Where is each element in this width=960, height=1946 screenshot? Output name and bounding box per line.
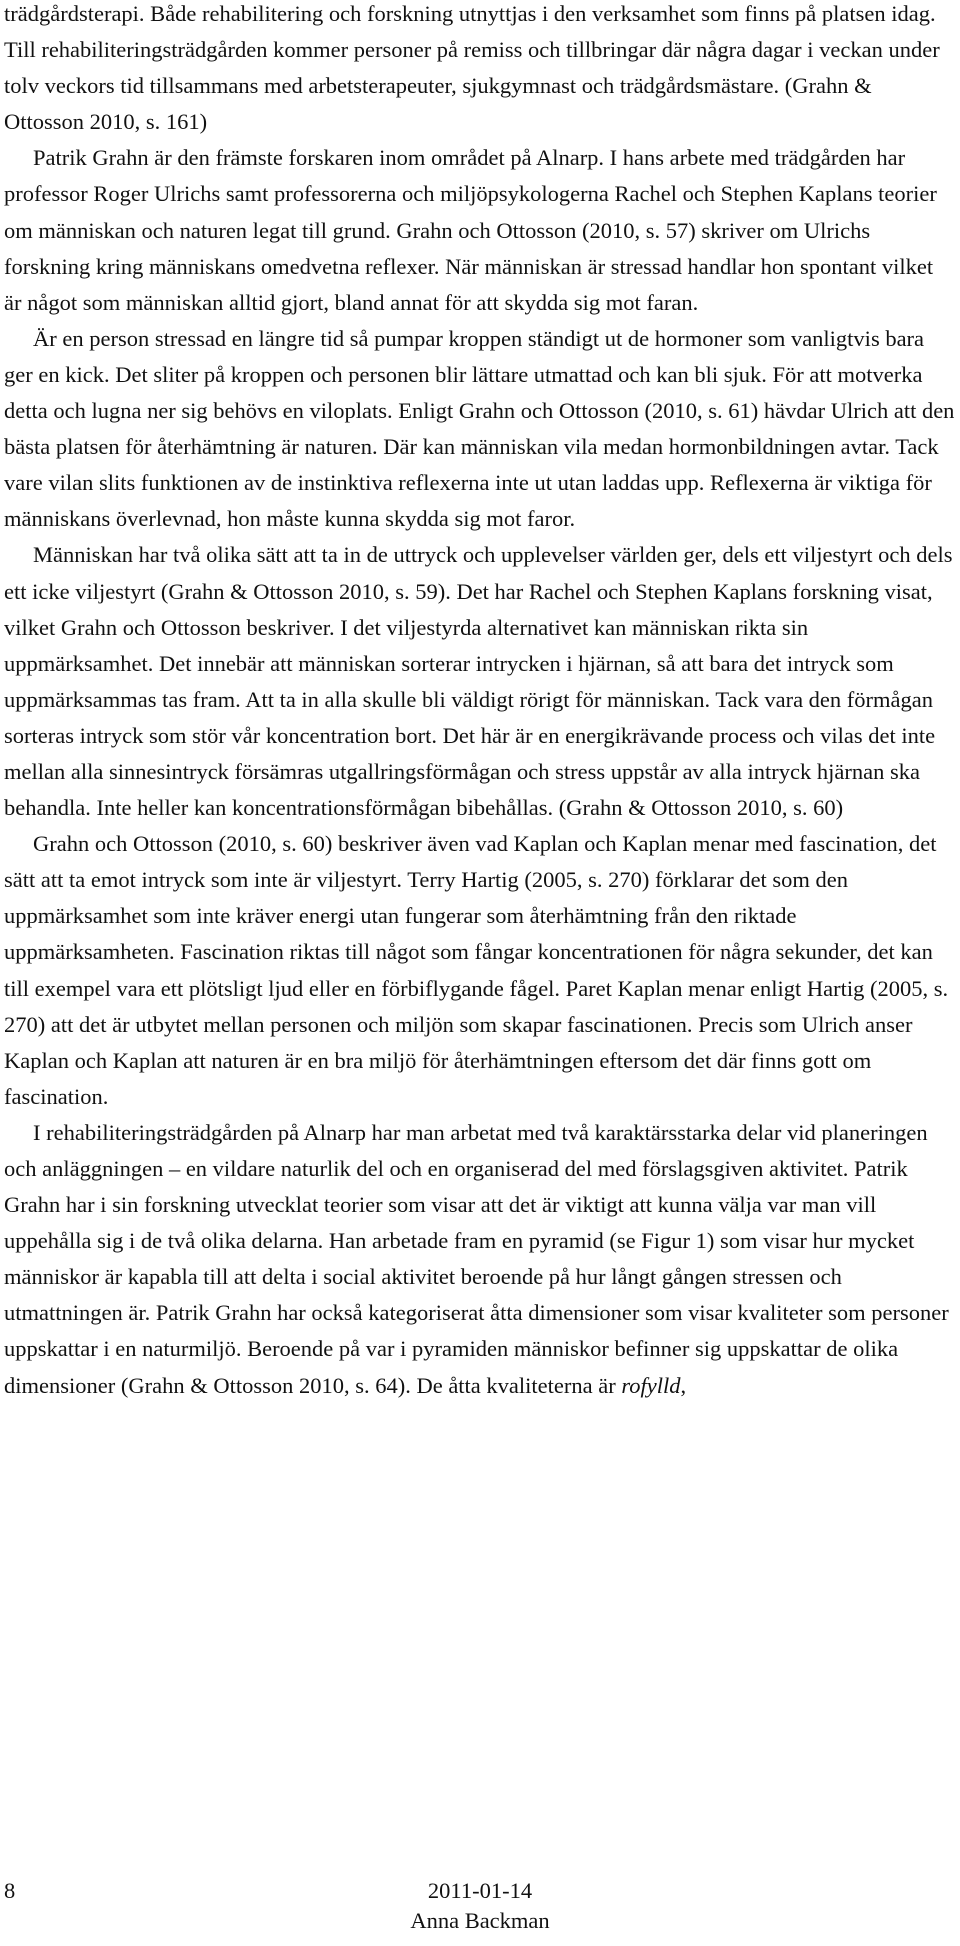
footer-center bbox=[0, 1876, 960, 1936]
paragraph bbox=[4, 1115, 956, 1404]
paragraph bbox=[4, 537, 956, 826]
paragraph bbox=[4, 826, 956, 1115]
paragraph-text: Människan har två olika sätt att ta in de uttryck och upplevelser världen ger, dels ett viljestyrt och dels ett icke viljestyrt (Grahn & Ottosson 2010, s. 59). Det har Rachel och Stephen Kaplans forskning visat, vilket Grahn och Ottosson beskriver. I det viljestyrda alternativet kan människan rikta sin uppmärksamhet. Det innebär att människan sorterar intrycken i hjärnan, så att bara det intryck som uppmärksammas tas fram. Att ta in alla skulle bli väldigt rörigt för människan. Tack vara den förmågan sorteras intryck som stör vår koncentration bort. Det här är en energikrävande process och vilas det inte mellan alla sinnesintryck försämras utgallringsförmågan och stress uppstår av alla intryck hjärnan ska behandla. Inte heller kan koncentrationsförmågan bibehållas. (Grahn & Ottosson 2010, s. 60) bbox=[4, 542, 953, 821]
page-number: 8 bbox=[4, 1878, 16, 1903]
paragraph-text: Patrik Grahn är den främste forskaren inom området på Alnarp. I hans arbete med trädgården har professor Roger Ulrichs samt professorerna och miljöpsykologerna Rachel och Stephen Kaplans teorier om människan och naturen legat till grund. Grahn och Ottosson (2010, s. 57) skriver om Ulrichs forskning kring människans omedvetna reflexer. När människan är stressad handlar hon spontant vilket är något som människan alltid gjort, bland annat för att skydda sig mot faran. bbox=[4, 145, 937, 315]
paragraph-text: , bbox=[680, 1372, 687, 1398]
paragraph bbox=[4, 140, 956, 320]
paragraph bbox=[4, 0, 956, 140]
paragraph-text: I rehabiliteringsträdgården på Alnarp har man arbetat med två karaktärsstarka delar vid planeringen och anläggningen – en vildare naturlik del och en organiserad del med förslagsgiven aktivitet. Patrik Grahn har i sin forskning utvecklat teorier som visar att det är viktigt att kunna välja var man vill uppehålla sig i de två olika delarna. Han arbetade fram en pyramid (se Figur 1) som visar hur mycket människor är kapabla till att delta i social aktivitet beroende på hur långt gången stressen och utmattningen är. Patrik Grahn har också kategoriserat åtta dimensioner som visar kvaliteter som personer uppskattar i en naturmiljö. Beroende på var i pyramiden människor befinner sig uppskattar de olika dimensioner (Grahn & Ottosson 2010, s. 64). De åtta kvaliteterna är bbox=[4, 1119, 949, 1398]
page-footer bbox=[0, 1868, 960, 1938]
paragraph-text: Är en person stressad en längre tid så pumpar kroppen ständigt ut de hormoner som vanligtvis bara ger en kick. Det sliter på kroppen och personen blir lättare utmattad och kan bli sjuk. För att motverka detta och lugna ner sig behövs en viloplats. Enligt Grahn och Ottosson (2010, s. 61) hävdar Ulrich att den bästa platsen för återhämtning är naturen. Där kan människan vila medan hormonbildningen avtar. Tack vare vilan slits funktionen av de instinktiva reflexerna inte ut utan laddas upp. Reflexerna är viktiga för människans överlevnad, hon måste kunna skydda sig mot faror. bbox=[4, 325, 955, 532]
paragraph-text: Grahn och Ottosson (2010, s. 60) beskriver även vad Kaplan och Kaplan menar med fascination, det sätt att ta emot intryck som inte är viljestyrt. Terry Hartig (2005, s. 270) förklarar det som den uppmärksamhet som inte kräver energi utan fungerar som återhämtning från den riktade uppmärksamheten. Fascination riktas till något som fångar koncentrationen för några sekunder, det kan till exempel vara ett plötsligt ljud eller en förbiflygande fågel. Paret Kaplan menar enligt Hartig (2005, s. 270) att det är utbytet mellan personen och miljön som skapar fascinationen. Precis som Ulrich anser Kaplan och Kaplan att naturen är en bra miljö för återhämtningen eftersom det där finns gott om fascination. bbox=[4, 831, 949, 1109]
paragraph-text: trädgårdsterapi. Både rehabilitering och forskning utnyttjas i den verksamhet som finns på platsen idag. Till rehabiliteringsträdgården kommer personer på remiss och tillbringar där några dagar i veckan under tolv veckors tid tillsammans med arbetsterapeuter, sjukgymnast och trädgårdsmästare. (Grahn & Ottosson 2010, s. 161) bbox=[4, 1, 940, 135]
italic-text: rofylld bbox=[621, 1372, 681, 1398]
paragraph bbox=[4, 321, 956, 538]
footer-author: Anna Backman bbox=[410, 1908, 550, 1933]
footer-date: 2011-01-14 bbox=[427, 1878, 533, 1903]
